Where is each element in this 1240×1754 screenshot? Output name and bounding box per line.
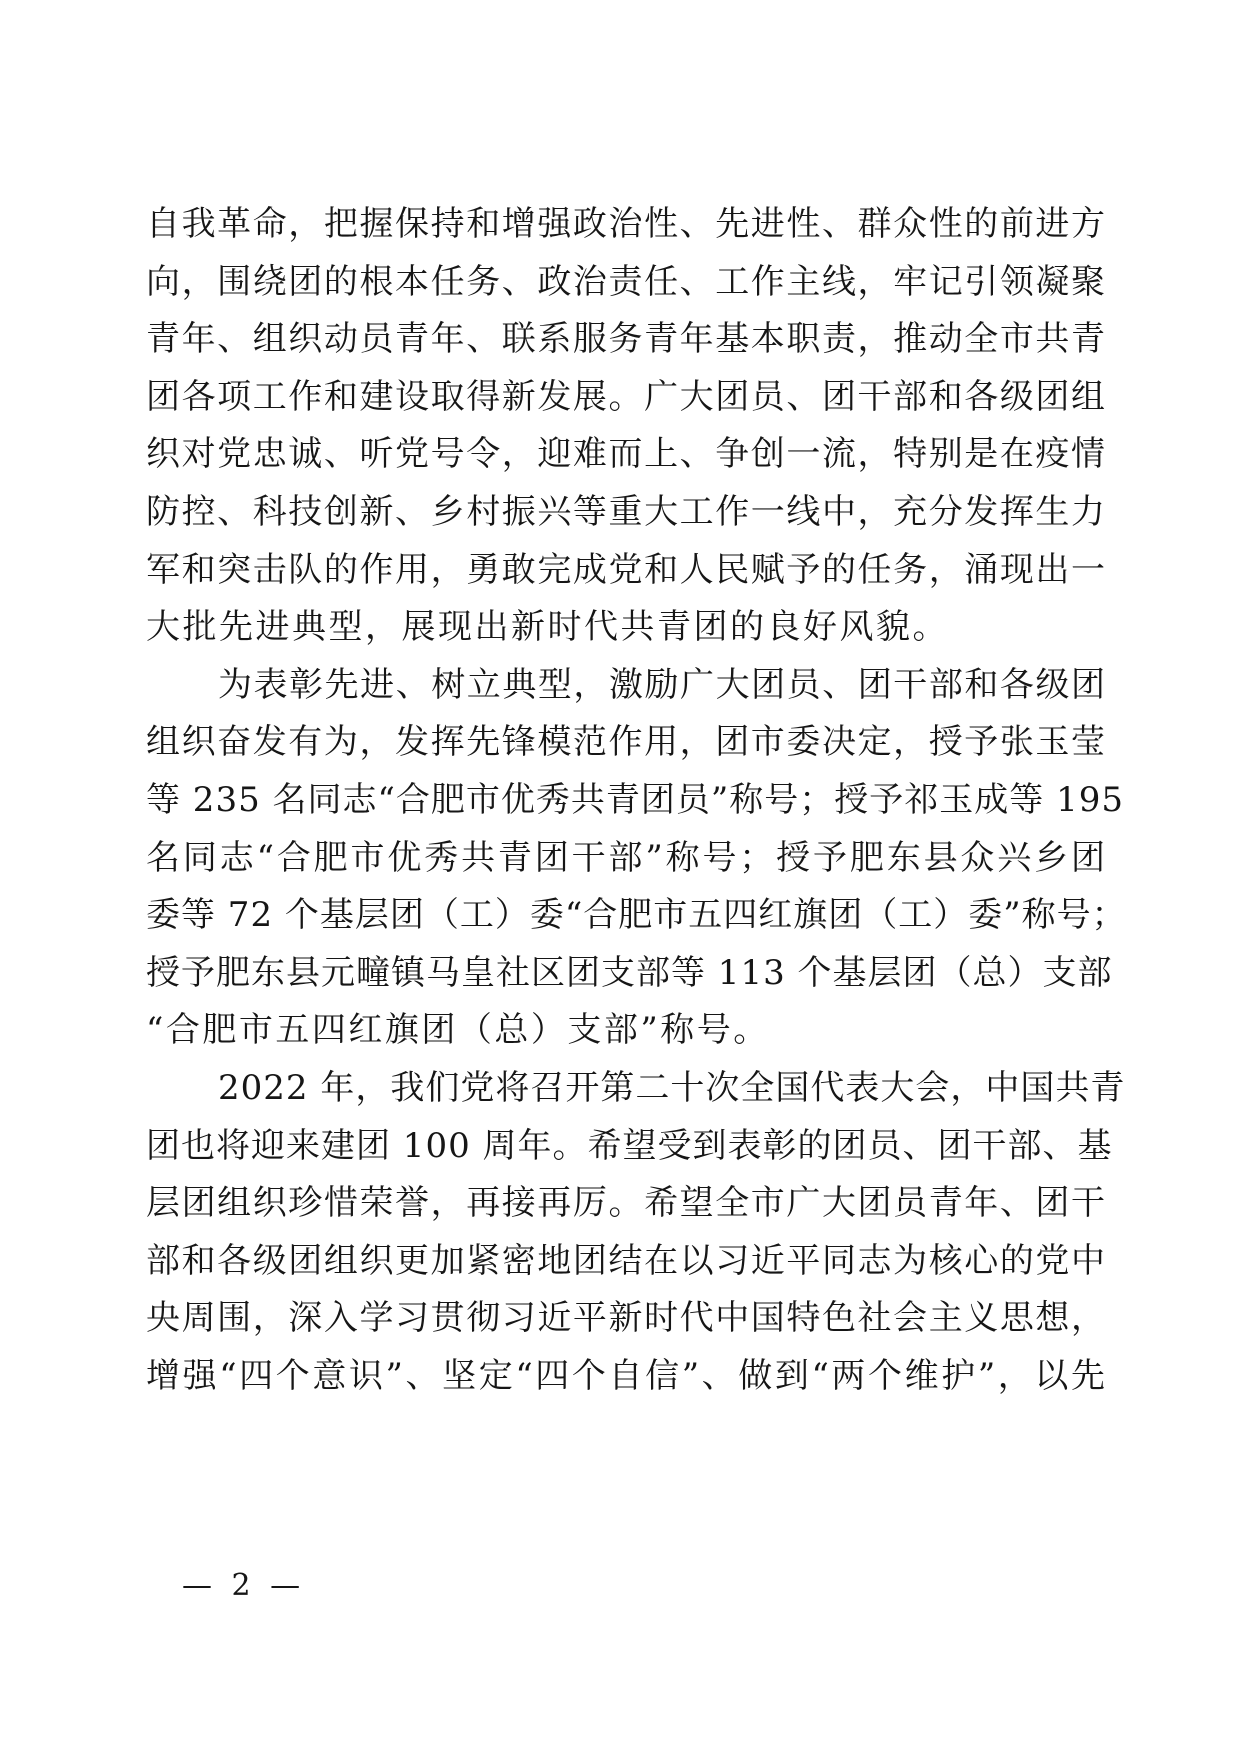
text-line: 团也将迎来建团 100 周年。希望受到表彰的团员、团干部、基 <box>146 1125 1113 1166</box>
text-line paragraph-end: “合肥市五四红旗团（总）支部”称号。 <box>146 1010 770 1051</box>
text-line: 层团组织珍惜荣誉，再接再厉。希望全市广大团员青年、团干 <box>146 1183 1106 1224</box>
text-line paragraph-end: 大批先进典型，展现出新时代共青团的良好风貌。 <box>146 607 949 648</box>
text-line: 授予肥东县元疃镇马皇社区团支部等 113 个基层团（总）支部 <box>146 952 1113 993</box>
text-line: 央周围，深入学习贯彻习近平新时代中国特色社会主义思想， <box>146 1298 1106 1339</box>
text-line: 自我革命，把握保持和增强政治性、先进性、群众性的前进方 <box>146 204 1106 244</box>
text-line: 组织奋发有为，发挥先锋模范作用，团市委决定，授予张玉莹 <box>146 722 1106 763</box>
text-line paragraph-start: 2022 年，我们党将召开第二十次全国代表大会，中国共青 <box>218 1067 1126 1108</box>
text-line: 青年、组织动员青年、联系服务青年基本职责，推动全市共青 <box>146 319 1106 360</box>
text-line: 军和突击队的作用，勇敢完成党和人民赋予的任务，涌现出一 <box>146 549 1106 590</box>
text-line: 防控、科技创新、乡村振兴等重大工作一线中，充分发挥生力 <box>146 491 1106 532</box>
text-line: 名同志“合肥市优秀共青团干部”称号；授予肥东县众兴乡团 <box>146 837 1106 878</box>
text-line: 委等 72 个基层团（工）委“合肥市五四红旗团（工）委”称号； <box>146 895 1127 936</box>
text-line: 部和各级团组织更加紧密地团结在以习近平同志为核心的党中 <box>146 1240 1106 1281</box>
text-line: 团各项工作和建设取得新发展。广大团员、团干部和各级团组 <box>146 376 1106 417</box>
page-number: — 2 — <box>182 1568 306 1603</box>
text-line: 织对党忠诚、听党号令，迎难而上、争创一流，特别是在疫情 <box>146 434 1106 475</box>
text-line: 增强“四个意识”、坚定“四个自信”、做到“两个维护”，以先 <box>146 1355 1106 1396</box>
body-text <box>146 196 1127 1405</box>
text-line: 等 235 名同志“合肥市优秀共青团员”称号；授予祁玉成等 195 <box>146 779 1124 820</box>
text-line paragraph-start: 为表彰先进、树立典型，激励广大团员、团干部和各级团 <box>218 664 1106 705</box>
text-line: 向，围绕团的根本任务、政治责任、工作主线，牢记引领凝聚 <box>146 261 1106 302</box>
